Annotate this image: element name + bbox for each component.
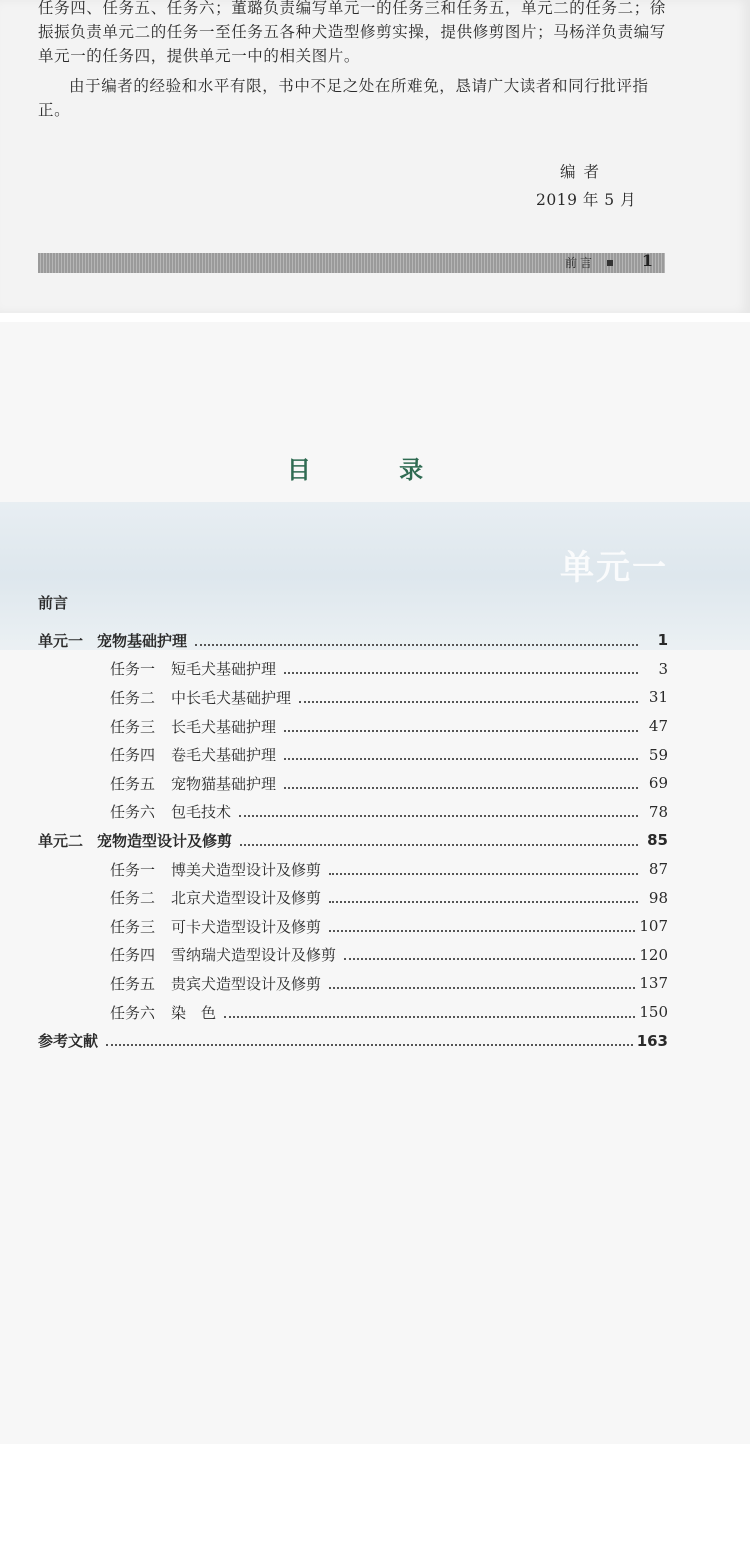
task-page: 87 [648,860,668,879]
footer-square-icon [607,260,613,266]
task-code: 任务三 [110,717,156,736]
task-title: 短毛犬基础护理 [171,660,277,679]
unit-code: 单元二 [38,831,84,850]
bleed-through-heading: 单元一 [560,548,668,588]
page-footer-bar [38,253,665,273]
toc-task-row[interactable] [38,912,668,941]
leader-dots [284,786,638,789]
leader-dots [329,872,638,875]
toc-task-row[interactable] [38,883,668,912]
task-page: 120 [639,945,668,964]
task-code: 任务三 [110,917,156,936]
page-bottom-margin [0,1444,750,1546]
task-code: 任务四 [110,746,156,765]
leader-dots [284,671,638,674]
toc-task-row[interactable] [38,998,668,1027]
unit-page: 85 [647,831,668,850]
leader-dots [329,900,638,903]
task-title: 博美犬造型设计及修剪 [171,860,322,879]
task-code: 任务一 [110,660,156,679]
references-title: 参考文献 [38,1032,99,1051]
toc-task-row[interactable] [38,712,668,741]
task-page: 59 [648,745,668,764]
task-title: 包毛技术 [171,803,232,822]
toc-task-row[interactable] [38,941,668,970]
task-title: 北京犬造型设计及修剪 [171,889,322,908]
task-title: 长毛犬基础护理 [171,717,277,736]
toc-page [0,322,750,1444]
toc-list [38,626,668,1055]
leader-dots [224,1015,635,1018]
task-title: 可卡犬造型设计及修剪 [171,917,322,936]
task-page: 31 [648,688,668,707]
leader-dots [240,843,638,846]
leader-dots [239,814,638,817]
task-title: 贵宾犬造型设计及修剪 [171,974,322,993]
toc-task-row[interactable] [38,683,668,712]
leader-dots [344,957,635,960]
task-code: 任务六 [110,803,156,822]
task-title: 宠物猫基础护理 [171,774,277,793]
task-code: 任务六 [110,1003,156,1022]
toc-preface-entry: 前言 [38,594,69,612]
task-title: 雪纳瑞犬造型设计及修剪 [171,946,337,965]
task-page: 137 [639,974,668,993]
leader-dots [195,643,638,646]
toc-references-row[interactable] [38,1026,668,1055]
toc-task-row[interactable] [38,969,668,998]
task-page: 3 [658,659,668,678]
unit-code: 单元一 [38,631,84,650]
leader-dots [329,986,635,989]
task-code: 任务一 [110,860,156,879]
leader-dots [329,929,635,932]
task-code: 任务四 [110,946,156,965]
task-code: 任务二 [110,688,156,707]
toc-unit-row[interactable] [38,626,668,655]
preface-paragraph-1: 任务四、任务五、任务六；董璐负责编写单元一的任务三和任务五，单元二的任务二；徐振振负责单元二的任务一至任务五各种犬造型修剪实操，提供修剪图片；马杨洋负责编写单元一的任务四，提供单元一中的相关图片。 [38,0,666,65]
preface-page [0,0,750,313]
toc-task-row[interactable] [38,655,668,684]
signature-role: 编者 [560,163,608,181]
task-title: 中长毛犬基础护理 [171,688,292,707]
task-code: 任务二 [110,889,156,908]
task-page: 78 [648,802,668,821]
task-title: 卷毛犬基础护理 [171,746,277,765]
task-title: 染 色 [171,1003,217,1022]
unit-title: 宠物基础护理 [97,631,188,650]
task-code: 任务五 [110,974,156,993]
footer-page-number: 1 [641,251,653,270]
leader-dots [284,729,638,732]
footer-section-label: 前言 [564,256,595,270]
leader-dots [106,1043,633,1046]
toc-task-row[interactable] [38,855,668,884]
unit-title: 宠物造型设计及修剪 [97,831,233,850]
leader-dots [284,757,638,760]
task-page: 69 [648,774,668,793]
task-code: 任务五 [110,774,156,793]
task-page: 107 [639,917,668,936]
unit-page: 1 [657,631,668,650]
task-page: 47 [648,717,668,736]
references-page: 163 [636,1031,668,1050]
toc-unit-row[interactable] [38,826,668,855]
signature-date: 2019 年 5 月 [536,191,637,209]
preface-paragraph-2: 由于编者的经验和水平有限，书中不足之处在所难免，恳请广大读者和同行批评指正。 [38,77,649,119]
toc-title: 目 录 [286,455,464,484]
task-page: 150 [639,1003,668,1022]
task-page: 98 [648,888,668,907]
toc-task-row[interactable] [38,798,668,827]
toc-task-row[interactable] [38,769,668,798]
toc-task-row[interactable] [38,740,668,769]
leader-dots [299,700,638,703]
